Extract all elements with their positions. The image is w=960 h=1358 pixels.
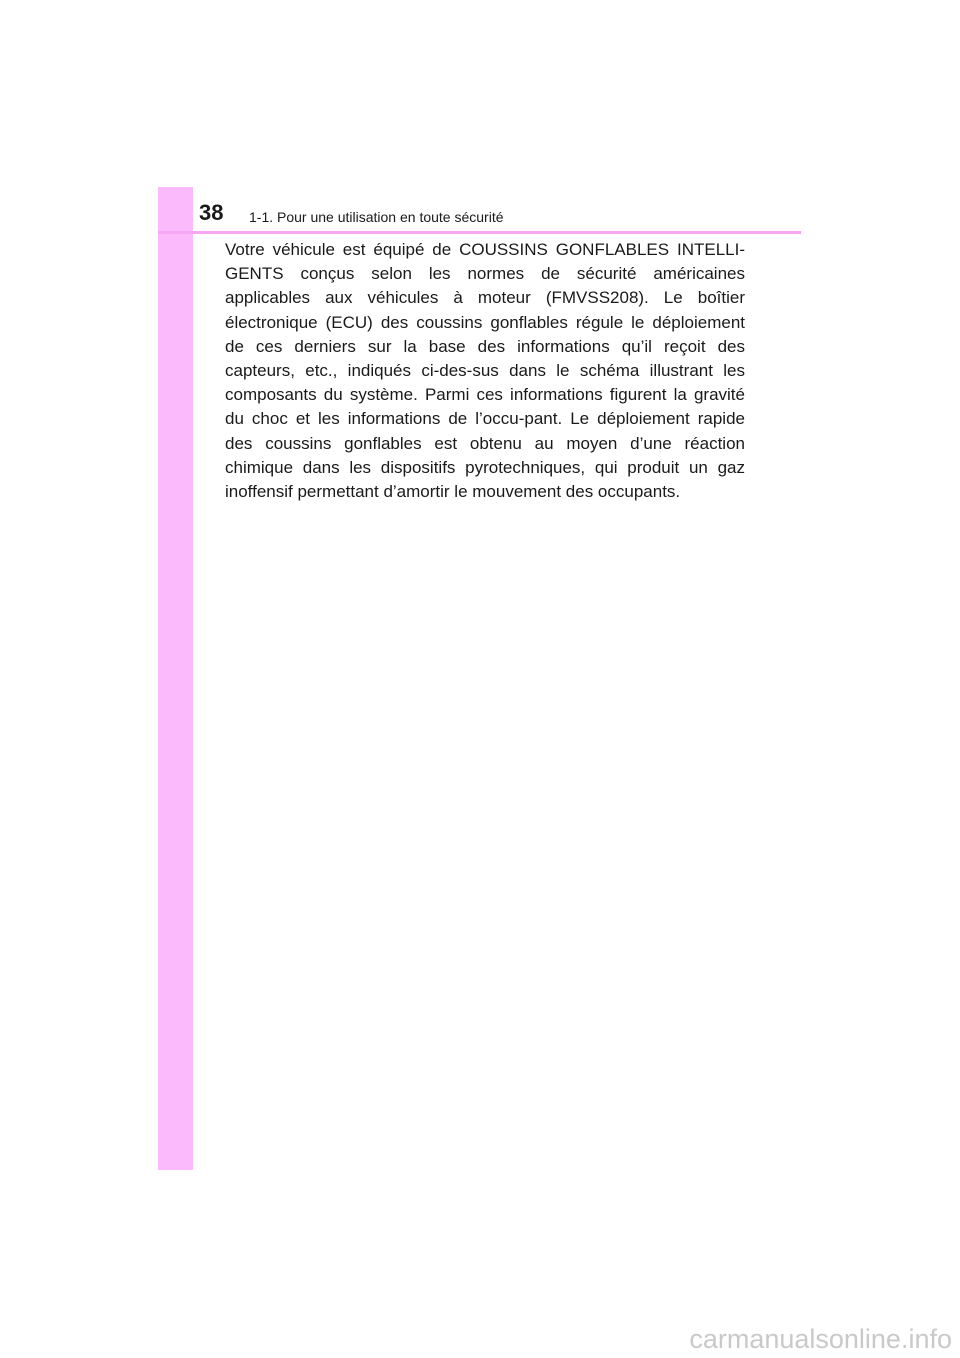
side-band — [158, 187, 193, 1170]
page-number: 38 — [199, 200, 224, 225]
section-title: 1-1. Pour une utilisation en toute sécurité — [249, 209, 504, 225]
header-rule — [158, 231, 801, 234]
watermark: carmanualsonline.info — [689, 1324, 952, 1354]
body-paragraph: Votre véhicule est équipé de COUSSINS GONFLABLES INTELLI-GENTS conçus selon les normes de sécurité américaines applicables aux véhicules à moteur (FMVSS208). Le boîtier électronique (ECU) des coussins gonflables régule le déploiement de ces derniers sur la base des informations qu’il reçoit des capteurs, etc., indiqués ci-des-sus dans le schéma illustrant les composants du système. Parmi ces informations figurent la gravité du choc et les informations de l’occu-pant. Le déploiement rapide des coussins gonflables est obtenu au moyen d’une réaction chimique dans les dispositifs pyrotechniques, qui produit un gaz inoffensif permettant d’amortir le mouvement des occupants. — [225, 240, 745, 502]
